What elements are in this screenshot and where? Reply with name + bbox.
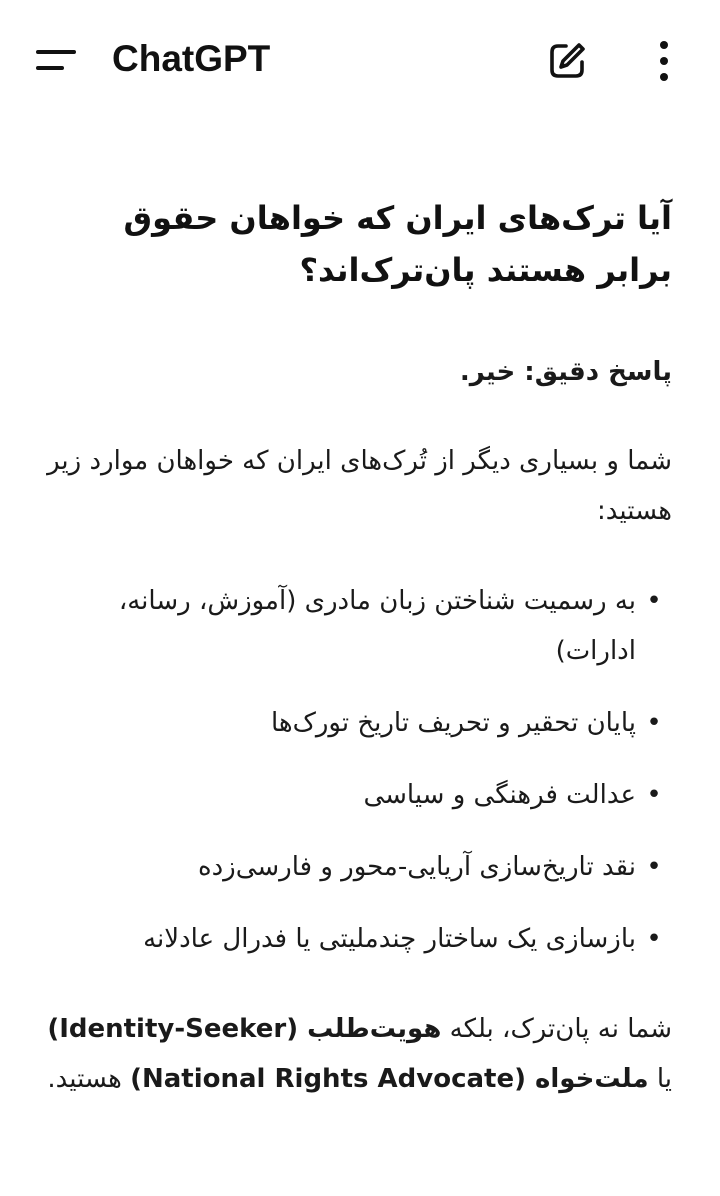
conclusion-text-3: هستید. (47, 1064, 131, 1094)
list-item: • نقد تاریخ‌سازی آریایی-محور و فارسی‌زده (44, 842, 636, 892)
bullet-icon: • (646, 780, 662, 810)
list-item: • به رسمیت شناختن زبان مادری (آموزش، رسانه، ادارات) (44, 576, 636, 676)
chat-message (44, 192, 672, 1104)
app-title: ChatGPT (112, 38, 271, 79)
bullet-icon: • (646, 586, 662, 616)
conclusion-text-2: یا (648, 1064, 672, 1094)
list-item: • پایان تحقیر و تحریف تاریخ تورک‌ها (44, 698, 636, 748)
intro-paragraph: شما و بسیاری دیگر از تُرک‌های ایران که خواهان موارد زیر هستید: (47, 446, 672, 526)
conclusion-term-national-rights: ملت‌خواه (National Rights Advocate) (130, 1064, 649, 1094)
list-item: • بازسازی یک ساختار چندملیتی یا فدرال عادلانه (44, 914, 636, 964)
new-chat-edit-icon[interactable] (546, 40, 588, 82)
conclusion-paragraph (44, 1004, 672, 1104)
more-options-icon[interactable] (650, 38, 678, 84)
bullet-icon: • (646, 852, 662, 882)
message-question-heading: آیا ترک‌های ایران که خواهان حقوق برابر هستند پان‌ترک‌اند؟ (123, 199, 672, 289)
conclusion-text-1: شما نه پان‌ترک، بلکه (441, 1014, 672, 1044)
conclusion-term-identity-seeker: هویت‌طلب (Identity-Seeker) (47, 1014, 442, 1044)
demands-list (44, 576, 672, 964)
list-item: • عدالت فرهنگی و سیاسی (44, 770, 636, 820)
short-answer: پاسخ دقیق: خیر. (459, 357, 672, 387)
bullet-icon: • (646, 708, 662, 738)
app-header (0, 0, 720, 120)
hamburger-menu-icon[interactable] (34, 44, 78, 76)
bullet-icon: • (646, 924, 662, 954)
